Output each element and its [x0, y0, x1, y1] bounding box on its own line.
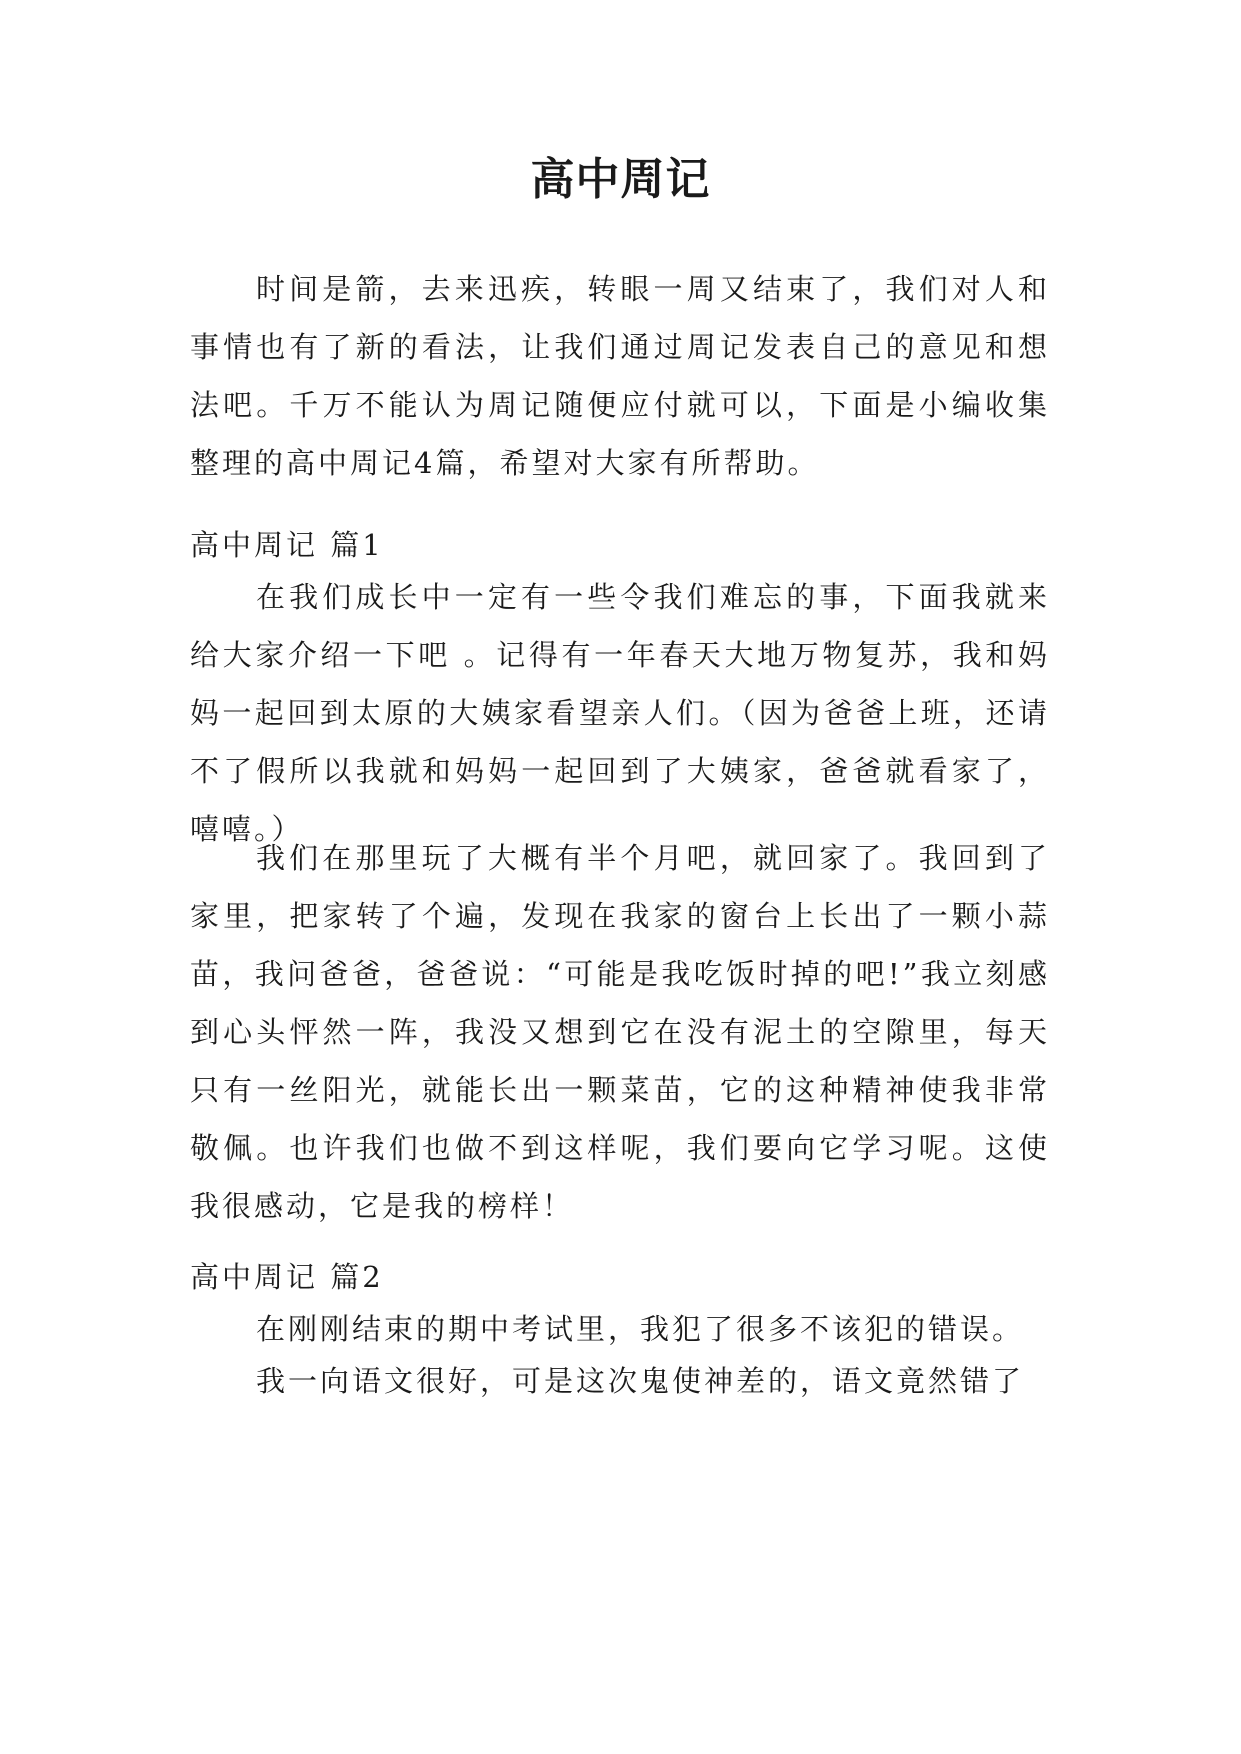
- section-2-heading: 高中周记 篇2: [190, 1260, 384, 1294]
- section-2-paragraph-1: 在刚刚结束的期中考试里，我犯了很多不该犯的错误。: [256, 1312, 1025, 1346]
- section-1-paragraph-1: 在我们成长中一定有一些令我们难忘的事，下面我就来给大家介绍一下吧 。记得有一年春天大地万物复苏，我和妈妈一起回到太原的大姨家看望亲人们。（因为爸爸上班，还请不了假所以我就和妈妈一起回到了大姨家，爸爸就看家了，嘻嘻。）: [190, 580, 1050, 846]
- section-1-paragraph-2: 我们在那里玩了大概有半个月吧，就回家了。我回到了家里，把家转了个遍，发现在我家的窗台上长出了一颗小蒜苗，我问爸爸，爸爸说：“可能是我吃饭时掉的吧!”我立刻感到心头怦然一阵，我没又想到它在没有泥土的空隙里，每天只有一丝阳光，就能长出一颗菜苗，它的这种精神使我非常敬佩。也许我们也做不到这样呢，我们要向它学习呢。这使我很感动，它是我的榜样！: [190, 841, 1050, 1223]
- section-2-paragraph-2: 我一向语文很好，可是这次鬼使神差的，语文竟然错了: [256, 1364, 1025, 1398]
- document-title: 高中周记: [530, 154, 711, 205]
- section-1-heading: 高中周记 篇1: [190, 528, 384, 562]
- intro-paragraph: 时间是箭，去来迅疾，转眼一周又结束了，我们对人和事情也有了新的看法，让我们通过周记发表自己的意见和想法吧。千万不能认为周记随便应付就可以，下面是小编收集整理的高中周记4篇，希望对大家有所帮助。: [190, 272, 1050, 480]
